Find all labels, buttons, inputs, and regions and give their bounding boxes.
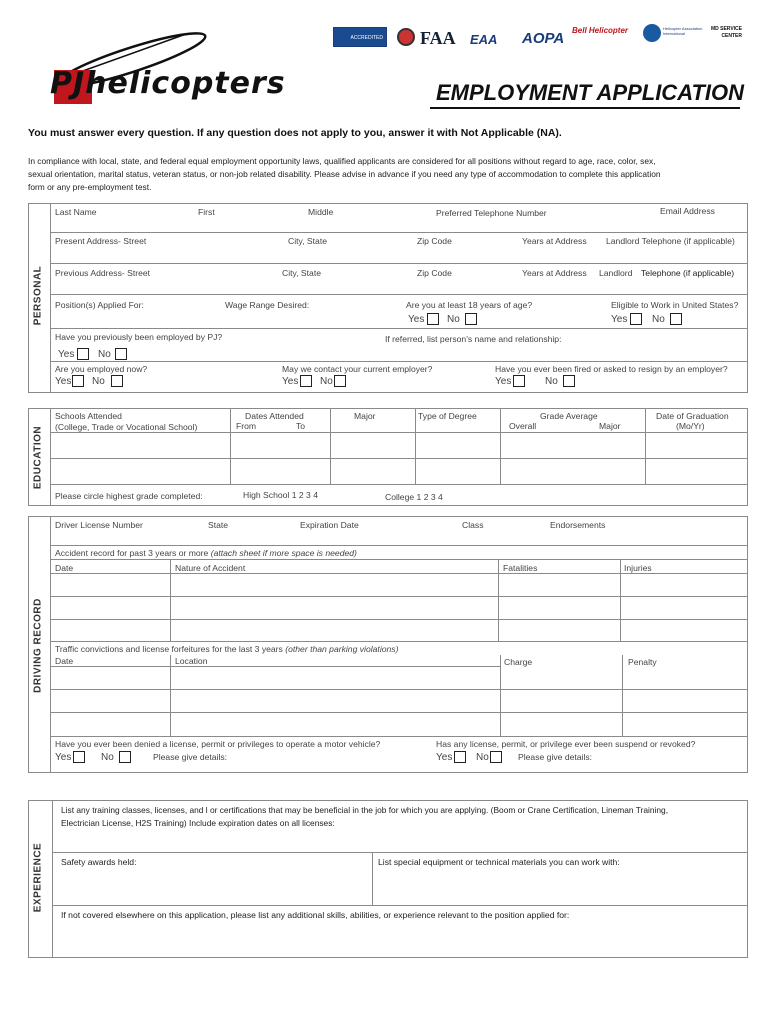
- compliance-line: sexual orientation, marital status, veteran status, or non-job related disability. Please advise in advance if you need any type of accommodation to complete this application: [28, 169, 661, 179]
- no-label: No: [92, 376, 105, 387]
- prev-employed-no-checkbox[interactable]: [115, 348, 127, 360]
- no-label: No: [652, 314, 665, 325]
- hai-globe-icon: [643, 24, 661, 42]
- penalty-label: Penalty: [628, 657, 657, 667]
- faa-logo: FAA: [420, 28, 456, 48]
- no-label: No: [320, 376, 333, 387]
- grade-average-label: Grade Average: [540, 411, 598, 421]
- yes-label: Yes: [436, 752, 453, 763]
- present-address-label: Present Address- Street: [55, 236, 147, 246]
- date-label: Date: [55, 563, 74, 573]
- section-label: DRIVING RECORD: [32, 598, 44, 693]
- yes-label: Yes: [611, 314, 628, 325]
- location-label: Location: [175, 656, 208, 666]
- eligible-yes-checkbox[interactable]: [630, 313, 642, 325]
- wage-label: Wage Range Desired:: [225, 300, 310, 310]
- years-at-address-label: Years at Address: [522, 268, 587, 278]
- years-at-address-label: Years at Address: [522, 236, 587, 246]
- accident-title: Accident record for past 3 years or more: [55, 548, 209, 558]
- hai-logo: Helicopter Association International: [663, 26, 703, 36]
- equipment-label: List special equipment or technical materials you can work with:: [378, 857, 620, 867]
- schools-label: Schools Attended: [55, 411, 122, 421]
- no-label: No: [476, 752, 489, 763]
- age-no-checkbox[interactable]: [465, 313, 477, 325]
- compliance-text: [28, 155, 661, 194]
- high-school-grades[interactable]: High School 1 2 3 4: [243, 490, 319, 500]
- contact-employer-question: May we contact your current employer?: [282, 364, 433, 374]
- city-state-label: City, State: [288, 236, 328, 246]
- give-details-label: Please give details:: [153, 752, 228, 762]
- accident-note: (attach sheet if more space is needed): [210, 548, 357, 558]
- accident-record-label: [55, 548, 357, 558]
- from-label: From: [236, 421, 257, 431]
- first-name-label: First: [198, 207, 215, 217]
- title-rule: [430, 107, 740, 109]
- compliance-line: In compliance with local, state, and federal equal employment opportunity laws, qualified applicants are considered for all positions without regard to age, race, color, sex,: [28, 156, 656, 166]
- yes-label: Yes: [282, 376, 299, 387]
- denied-no-checkbox[interactable]: [119, 751, 131, 763]
- class-label: Class: [462, 520, 484, 530]
- expiration-label: Expiration Date: [300, 520, 359, 530]
- graduation-format-label: (Mo/Yr): [676, 421, 705, 431]
- additional-skills-label: If not covered elsewhere on this application, please list any additional skills, abilities, or experience relevant to the position applied for:: [61, 910, 570, 920]
- graduation-date-label: Date of Graduation: [656, 411, 729, 421]
- state-label: State: [208, 520, 229, 530]
- suspended-no-checkbox[interactable]: [490, 751, 502, 763]
- no-label: No: [98, 349, 111, 360]
- yes-label: Yes: [55, 752, 72, 763]
- degree-label: Type of Degree: [418, 411, 477, 421]
- no-label: No: [545, 376, 558, 387]
- charge-label: Charge: [504, 657, 533, 667]
- fired-no-checkbox[interactable]: [563, 375, 575, 387]
- landlord-phone-label: Landlord Telephone (if applicable): [606, 236, 735, 246]
- yes-label: Yes: [55, 376, 72, 387]
- endorsements-label: Endorsements: [550, 520, 606, 530]
- employed-now-question: Are you employed now?: [55, 364, 148, 374]
- yes-label: Yes: [58, 349, 75, 360]
- employed-yes-checkbox[interactable]: [72, 375, 84, 387]
- denied-yes-checkbox[interactable]: [73, 751, 85, 763]
- fired-yes-checkbox[interactable]: [513, 375, 525, 387]
- injuries-label: Injuries: [624, 563, 652, 573]
- eaa-logo: EAA: [470, 32, 498, 47]
- training-prompt: [61, 804, 668, 830]
- training-line: List any training classes, licenses, and l or certifications that may be beneficial in the job for which you are applying. (Boom or Crane Certification, Lineman Training,: [61, 805, 669, 815]
- fired-question: Have you ever been fired or asked to resign by an employer?: [495, 364, 728, 374]
- eligible-question: Eligible to Work in United States?: [611, 300, 739, 310]
- brand-name: PJhelicopters: [50, 66, 286, 101]
- previous-address-label: Previous Address- Street: [55, 268, 151, 278]
- prev-employed-yes-checkbox[interactable]: [77, 348, 89, 360]
- md-service-logo: MD SERVICE CENTER: [710, 26, 742, 39]
- section-label: EDUCATION: [32, 425, 44, 490]
- give-details-label: Please give details:: [518, 752, 593, 762]
- traffic-note: (other than parking violations): [285, 644, 399, 654]
- no-label: No: [101, 752, 114, 763]
- schools-sub-label: (College, Trade or Vocational School): [55, 422, 198, 432]
- telephone-label: Telephone (if applicable): [641, 268, 735, 278]
- dates-attended-label: Dates Attended: [245, 411, 304, 421]
- section-label: EXPERIENCE: [32, 842, 44, 913]
- faa-seal-icon: [397, 28, 415, 46]
- traffic-convictions-label: [55, 644, 398, 654]
- denied-question: Have you ever been denied a license, permit or privileges to operate a motor vehicle?: [55, 739, 381, 749]
- yes-label: Yes: [408, 314, 425, 325]
- training-line: Electrician License, H2S Training) Include expiration dates on all licenses:: [61, 818, 335, 828]
- grade-major-label: Major: [599, 421, 621, 431]
- compliance-line: form or any pre-employment test.: [28, 182, 152, 192]
- no-label: No: [447, 314, 460, 325]
- prev-employed-question: Have you previously been employed by PJ?: [55, 332, 223, 342]
- college-grades[interactable]: College 1 2 3 4: [385, 492, 443, 502]
- date-label: Date: [55, 656, 74, 666]
- bell-helicopter-logo: Bell Helicopter: [572, 26, 629, 35]
- fatalities-label: Fatalities: [503, 563, 538, 573]
- age-question: Are you at least 18 years of age?: [406, 300, 533, 310]
- positions-label: Position(s) Applied For:: [55, 300, 144, 310]
- overall-label: Overall: [509, 421, 537, 431]
- yes-label: Yes: [495, 376, 512, 387]
- bbb-logo: ACCREDITED BUSINESS: [333, 27, 387, 47]
- section-label: PERSONAL: [32, 265, 44, 326]
- zip-label: Zip Code: [417, 236, 452, 246]
- warning-text: You must answer every question. If any question does not apply to you, answer it with Not Applicable (NA).: [28, 127, 562, 139]
- zip-label: Zip Code: [417, 268, 452, 278]
- contact-no-checkbox[interactable]: [334, 375, 346, 387]
- employed-no-checkbox[interactable]: [111, 375, 123, 387]
- eligible-no-checkbox[interactable]: [670, 313, 682, 325]
- highest-grade-label: Please circle highest grade completed:: [55, 491, 203, 501]
- last-name-label: Last Name: [55, 207, 97, 217]
- suspended-yes-checkbox[interactable]: [454, 751, 466, 763]
- city-state-label: City, State: [282, 268, 322, 278]
- aopa-logo: AOPA: [522, 30, 565, 47]
- safety-awards-label: Safety awards held:: [61, 857, 137, 867]
- age-yes-checkbox[interactable]: [427, 313, 439, 325]
- traffic-title: Traffic convictions and license forfeitures for the last 3 years: [55, 644, 283, 654]
- suspended-question: Has any license, permit, or privilege ever been suspend or revoked?: [436, 739, 696, 749]
- nature-label: Nature of Accident: [175, 563, 246, 573]
- contact-yes-checkbox[interactable]: [300, 375, 312, 387]
- email-label: Email Address: [660, 206, 715, 216]
- referred-question: If referred, list person's name and relationship:: [385, 334, 562, 344]
- major-label: Major: [354, 411, 376, 421]
- landlord-label: Landlord: [599, 268, 633, 278]
- middle-name-label: Middle: [308, 207, 334, 217]
- to-label: To: [296, 421, 306, 431]
- preferred-phone-label: Preferred Telephone Number: [436, 208, 547, 218]
- page-title: EMPLOYMENT APPLICATION: [436, 80, 744, 105]
- license-number-label: Driver License Number: [55, 520, 143, 530]
